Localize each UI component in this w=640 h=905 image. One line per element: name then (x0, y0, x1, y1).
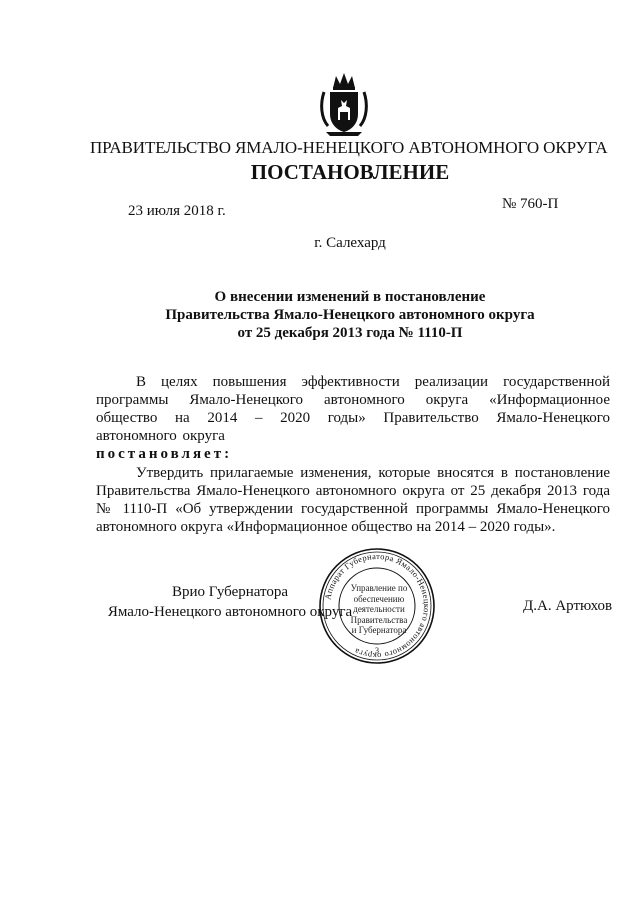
document-city: г. Салехард (314, 235, 386, 251)
seal-center-line-2: обеспечению (353, 593, 405, 604)
document-subject (150, 288, 550, 342)
document-number: № 760-П (502, 196, 559, 212)
signatory-name: Д.А. Артюхов (523, 598, 613, 614)
seal-ring-text: Аппарат Губернатора Ямало-Ненецкого автономного округа (323, 551, 432, 661)
coat-of-arms-emblem (318, 70, 370, 138)
signatory-title-line-2: Ямало-Ненецкого автономного округа (107, 604, 353, 620)
subject-line-3: от 25 декабря 2013 года № 1110-П (237, 325, 463, 341)
seal-center-line-5: и Губернатора (351, 625, 407, 635)
signatory-title-line-1: Врио Губернатора (171, 584, 289, 600)
preamble-text: В целях повышения эффективности реализации государственной программы Ямало-Ненецкого автономного округа «Информационное общество на 2014 – 2020 годы» Правительство Ямало-Ненецкого автономного округа (96, 374, 610, 444)
seal-ring-number: 3 (375, 646, 379, 655)
document-type-title: ПОСТАНОВЛЕНИЕ (250, 160, 450, 184)
seal-center-line-3: деятельности (353, 604, 405, 614)
seal-center-line-1: Управление по (350, 583, 408, 593)
preamble-paragraph (96, 373, 610, 463)
subject-line-2: Правительства Ямало-Ненецкого автономного округа (165, 307, 535, 323)
operative-paragraph: Утвердить прилагаемые изменения, которые вносятся в постановление Правительства Ямало-Ненецкого автономного округа от 25 декабря 2013 года № 1110-П «Об утверждении государственной программы Ямало-Ненецкого автономного округа «Информационное общество на 2014 – 2020 годы». (96, 465, 610, 535)
seal-center-text (343, 583, 415, 636)
seal-center-line-4: Правительства (350, 614, 408, 625)
document-date: 23 июля 2018 г. (128, 203, 226, 219)
government-title: ПРАВИТЕЛЬСТВО ЯМАЛО-НЕНЕЦКОГО АВТОНОМНОГО ОКРУГА (90, 138, 608, 157)
subject-line-1: О внесении изменений в постановление (214, 289, 486, 305)
resolves-word: постановляет: (96, 446, 233, 462)
